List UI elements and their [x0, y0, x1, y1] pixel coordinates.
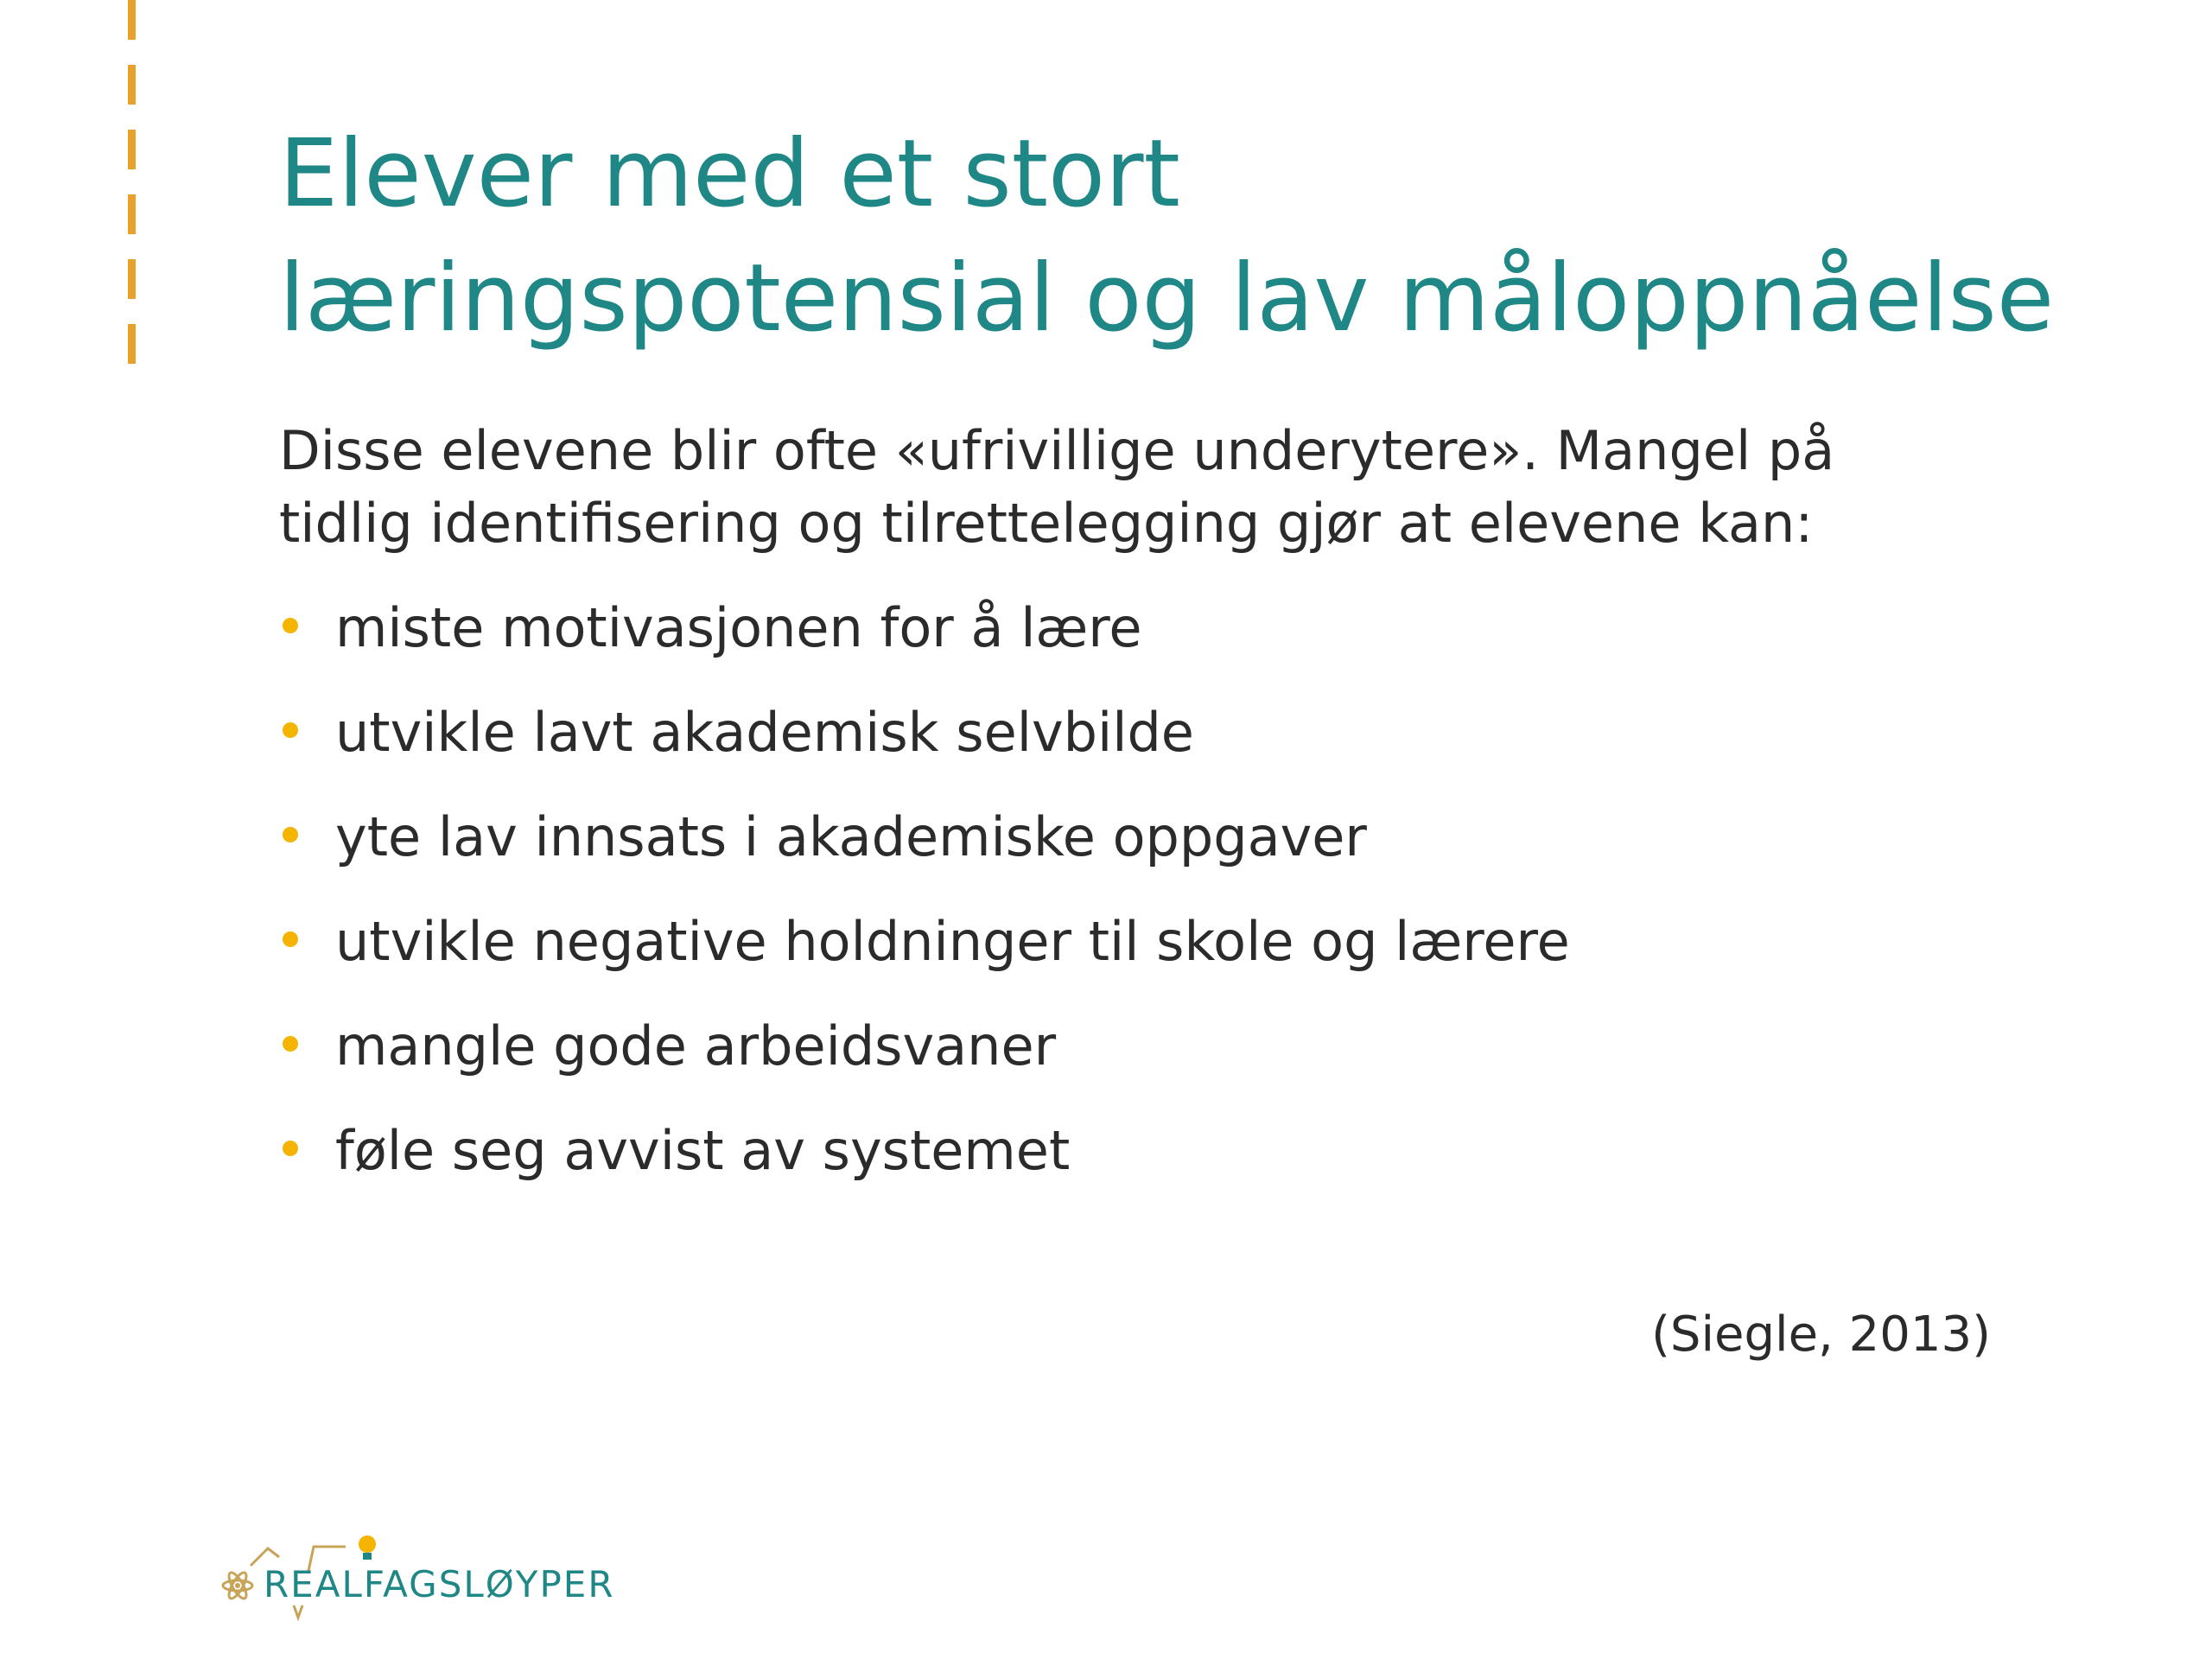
- citation: (Siegle, 2013): [1651, 1306, 1991, 1363]
- bullet-dot-icon: [283, 722, 298, 738]
- decorative-dashed-line: [128, 0, 136, 363]
- bullet-text: miste motivasjonen for å lære: [335, 596, 1142, 659]
- realfagsloyper-logo: [212, 1503, 615, 1624]
- bullet-dot-icon: [283, 1036, 298, 1052]
- bullet-dot-icon: [283, 1141, 298, 1156]
- intro-line-2: tidlig identifisering og tilrettelegging gjør at elevene kan:: [279, 492, 1814, 555]
- title-line-2: læringspotensial og lav måloppnåelse: [279, 245, 2055, 353]
- intro-paragraph: [279, 415, 2007, 560]
- logo-text: REALFAGSLØYPER: [264, 1563, 615, 1605]
- intro-line-1: Disse elevene blir ofte «ufrivillige underytere». Mangel på: [279, 419, 1835, 482]
- slide-title: [279, 112, 2137, 361]
- bullet-text: føle seg avvist av systemet: [335, 1119, 1071, 1182]
- bullet-text: utvikle lavt akademisk selvbilde: [335, 701, 1194, 764]
- bullet-text: mangle gode arbeidsvaner: [335, 1014, 1057, 1077]
- bullet-dot-icon: [283, 931, 298, 947]
- bullet-text: yte lav innsats i akademiske oppgaver: [335, 805, 1367, 868]
- atom-icon: [223, 1570, 252, 1600]
- bullet-dot-icon: [283, 827, 298, 842]
- bullet-dot-icon: [283, 618, 298, 633]
- title-line-1: Elever med et stort: [279, 120, 1180, 228]
- bullet-text: utvikle negative holdninger til skole og lærere: [335, 910, 1570, 973]
